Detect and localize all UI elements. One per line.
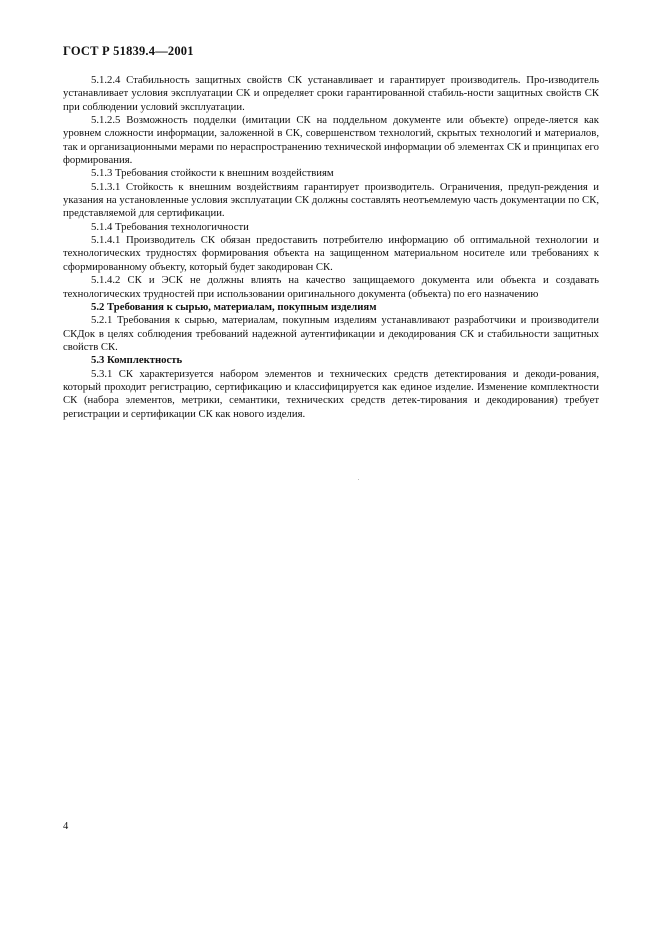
section-heading-5-2: 5.2 Требования к сырью, материалам, покупным изделиям <box>91 300 377 313</box>
paragraph-5-1-3-1: 5.1.3.1 Стойкость к внешним воздействиям гарантирует производитель. Ограничения, предуп-реждения и указания на установленные условия эксплуатации СК должны составлять неотъемлемую часть документации по СК, представляемой для сертификации. <box>63 180 599 220</box>
document-header: ГОСТ Р 51839.4—2001 <box>63 44 194 58</box>
paragraph-5-1-2-4: 5.1.2.4 Стабильность защитных свойств СК устанавливает и гарантирует производитель. Про-изводитель устанавливает условия эксплуатации СК и определяет сроки гарантированной стабиль-ности защитных свойств СК при соблюдении условий эксплуатации. <box>63 74 599 113</box>
paragraph-5-1-3: 5.1.3 Требования стойкости к внешним воздействиям <box>91 167 334 180</box>
paragraph-5-3-1: 5.3.1 СК характеризуется набором элементов и технических средств детектирования и декоди-рования, который проходит регистрацию, сертификацию и классифицируется как единое изделие. Изменение комплектности СК (набора элементов, метрики, семантики, технических средств детек-тирования и декодирования) требует регистрации и сертификации СК как нового изделия. <box>63 367 599 420</box>
paragraph-5-1-2-5: 5.1.2.5 Возможность подделки (имитации СК на поддельном документе или объекте) опреде-ляется как уровнем сложности информации, заложенной в СК, совершенством технологий, скрытых технологий и материалов, так и организационными мерами по нераспространению технической информации об элементах СК и принципах его формирования. <box>63 114 599 167</box>
scan-speck <box>358 479 359 480</box>
paragraph-5-1-4-1: 5.1.4.1 Производитель СК обязан предоставить потребителю информацию об оптимальной технологии и технологических трудностях формирования объекта на защищенном материальном носителе или требованиях к сформированному объекту, который будет закодирован СК. <box>63 234 599 273</box>
section-heading-5-3: 5.3 Комплектность <box>91 354 183 367</box>
document-body <box>63 74 599 421</box>
paragraph-5-2-1: 5.2.1 Требования к сырью, материалам, покупным изделиям устанавливают разработчики и производители СКДок в целях соблюдения требований надежной аутентификации и декодирования СК и стабильности защитных свойств СК. <box>63 314 599 353</box>
paragraph-5-1-4-2: 5.1.4.2 СК и ЭСК не должны влиять на качество защищаемого документа или объекта и создавать технологических трудностей при использовании оригинального документа (объекта) по его назначению <box>63 274 599 300</box>
paragraph-5-1-4: 5.1.4 Требования технологичности <box>91 220 249 233</box>
page-number: 4 <box>63 821 69 832</box>
